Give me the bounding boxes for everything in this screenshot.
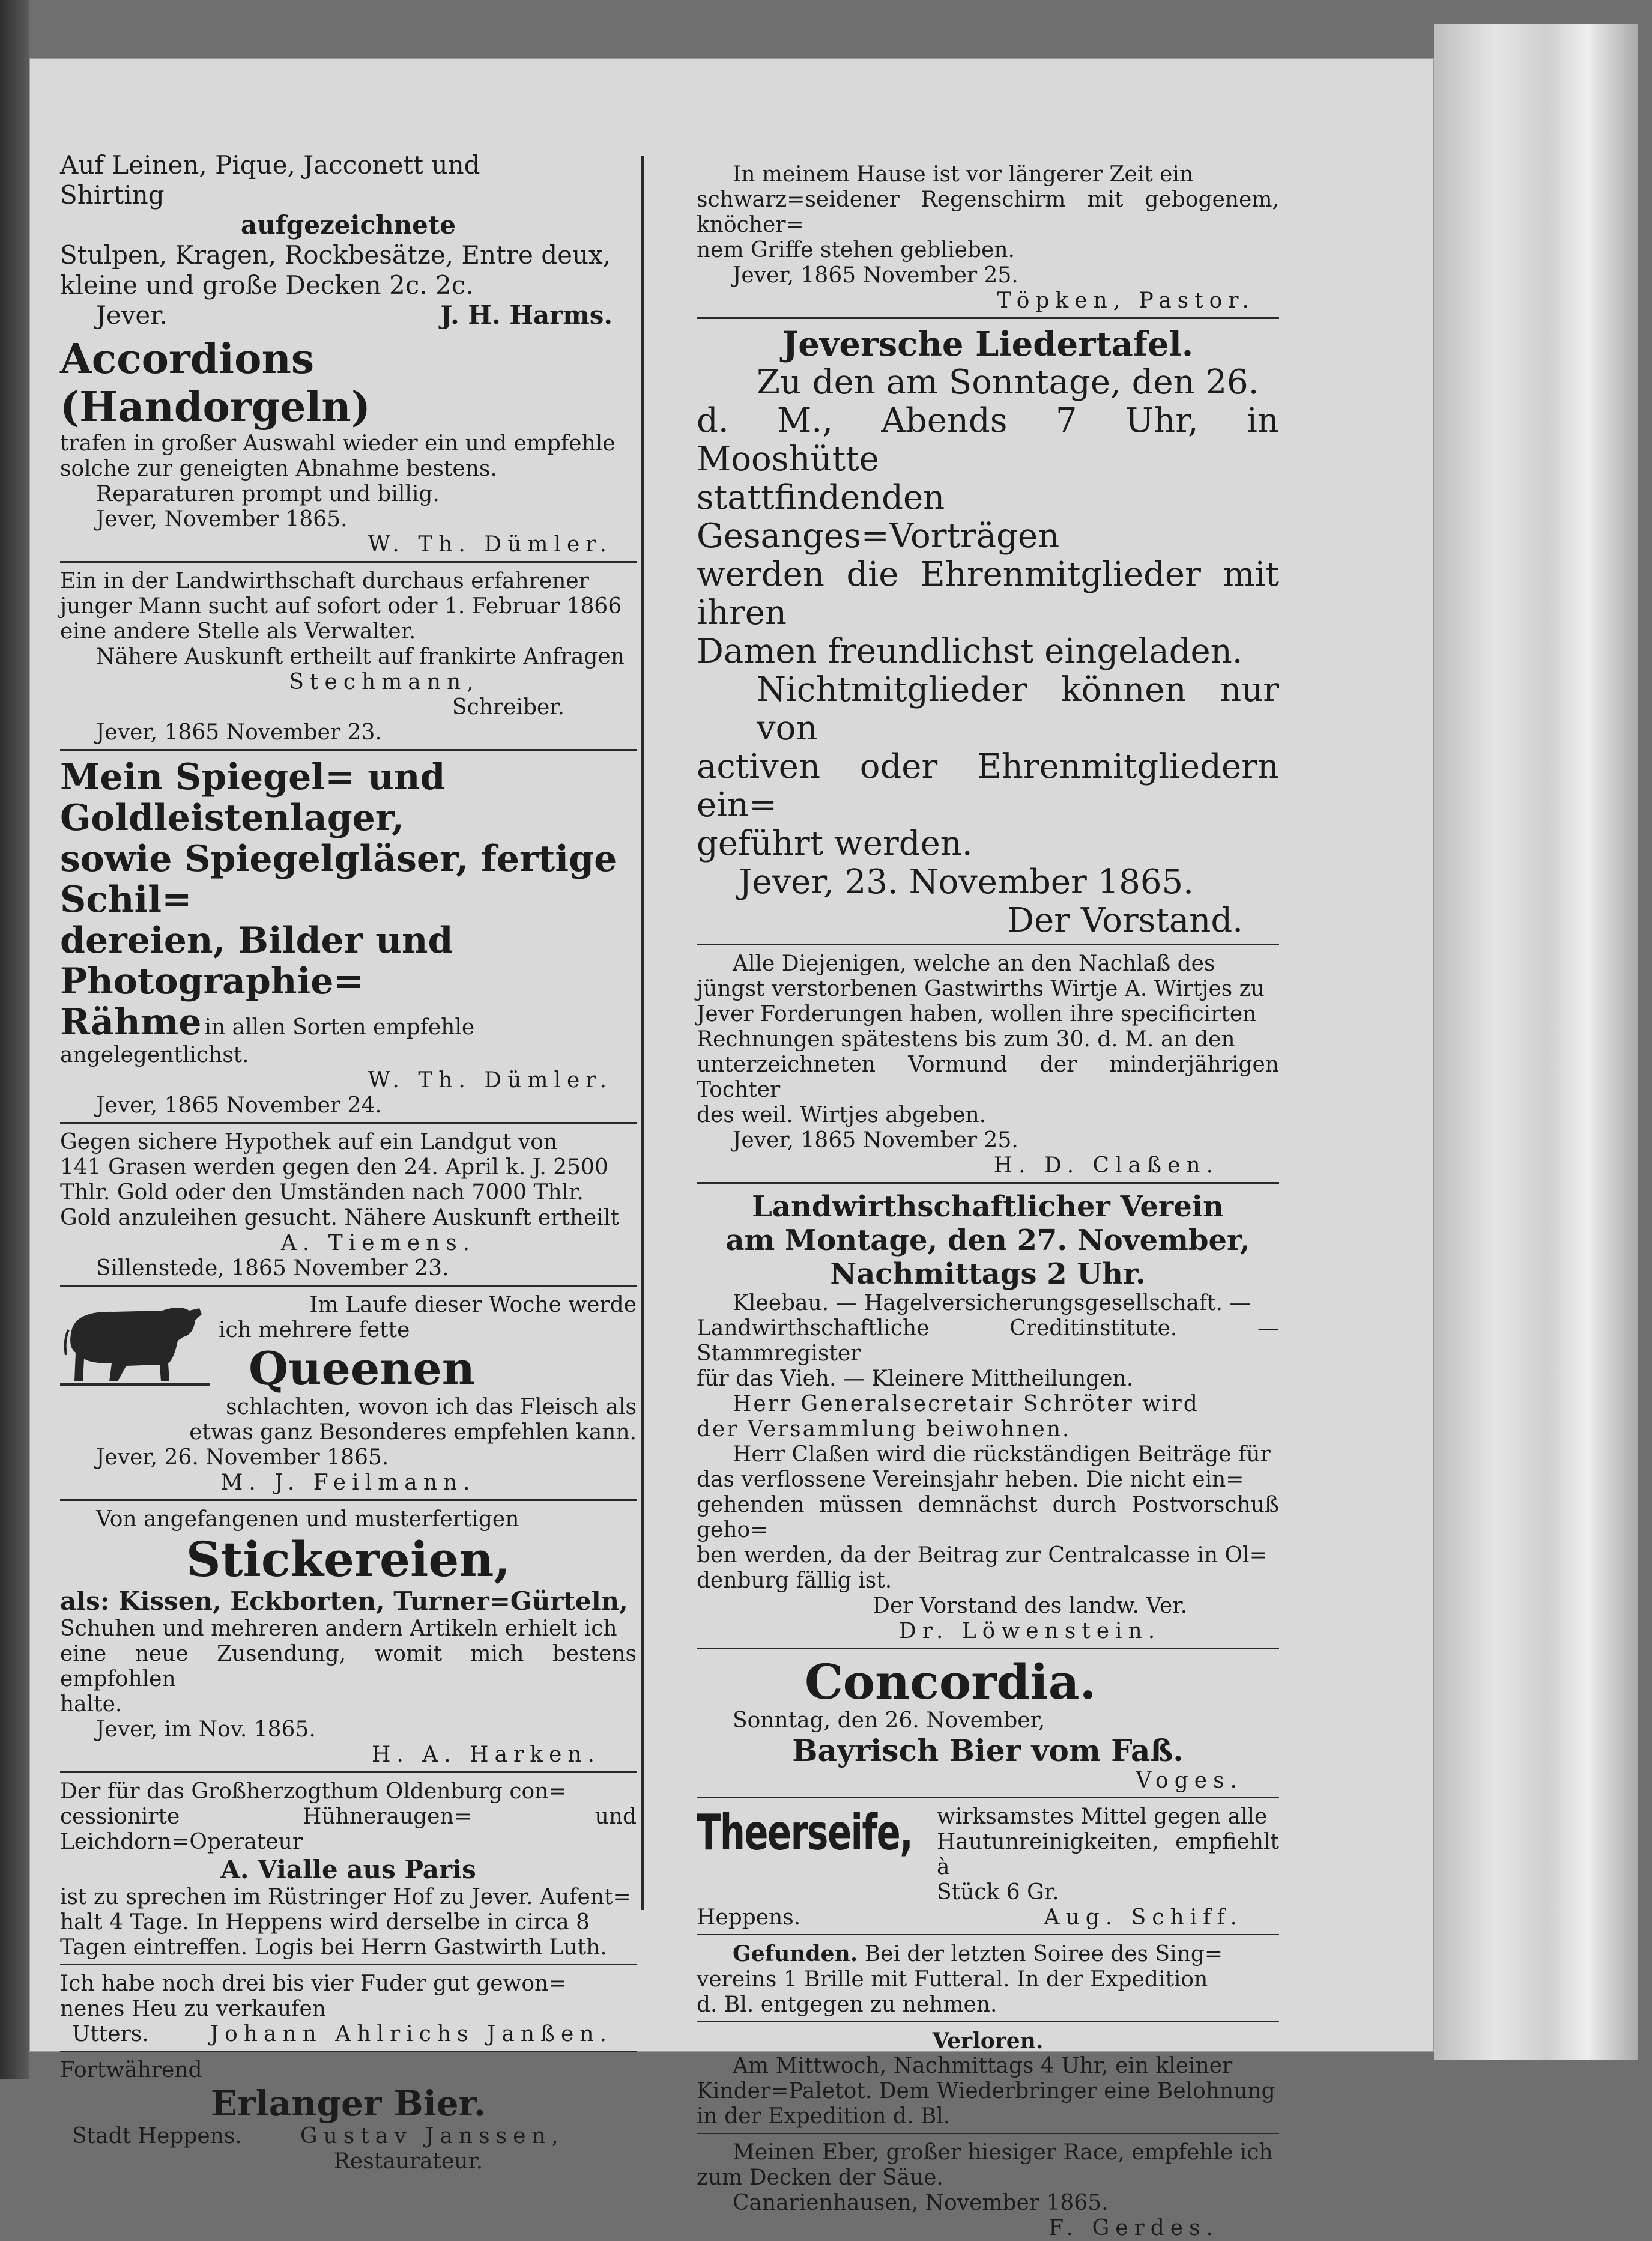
ad-signature: F. Gerdes.	[1048, 2216, 1219, 2240]
ad-text: Jever Forderungen haben, wollen ihre specificirten	[697, 1002, 1257, 1026]
ad-text: Landwirthschaftliche Creditinstitute. — Stammregister	[697, 1316, 1279, 1366]
ad-heading: Bayrisch Bier vom Faß.	[792, 1733, 1184, 1768]
ad-text: In meinem Hause ist vor längerer Zeit ein	[733, 162, 1194, 187]
ad-text: das verflossene Vereinsjahr heben. Die nicht ein=	[697, 1467, 1244, 1492]
ad-text: Bei der letzten Soiree des Sing=	[864, 1942, 1223, 1967]
ad-text: ben werden, da der Beitrag zur Centralcasse in Ol=	[697, 1543, 1268, 1568]
ad-separator	[60, 561, 637, 563]
ad-text: der Versammlung beiwohnen.	[697, 1417, 1071, 1442]
ad-place: Heppens.	[697, 1905, 801, 1930]
ad-heading: sowie Spiegelgläser, fertige Schil=	[60, 838, 617, 921]
ad-separator	[697, 2133, 1279, 2134]
column-divider	[641, 156, 644, 1910]
ad-date: Jever, 1865 November 24.	[96, 1093, 382, 1118]
ad-text: Von angefangenen und musterfertigen	[96, 1507, 519, 1532]
ad-name: A. Tiemens.	[280, 1231, 476, 1255]
ad-place: Jever.	[96, 300, 168, 330]
ad-text: zum Decken der Säue.	[697, 2165, 943, 2190]
ad-text: gehenden müssen demnächst durch Postvorschuß geho=	[697, 1493, 1279, 1542]
ad-text: in der Expedition d. Bl.	[697, 2104, 951, 2129]
ad-text: nenes Heu zu verkaufen	[60, 1997, 326, 2021]
ad-separator	[697, 317, 1279, 319]
ad-name: Stechmann,	[289, 670, 480, 694]
ad-manager-wanted	[60, 569, 637, 745]
ad-text: Kinder=Paletot. Dem Wiederbringer eine Belohnung	[697, 2079, 1275, 2103]
ad-text: activen oder Ehrenmitgliedern ein=	[697, 747, 1279, 825]
ad-text: Shirting	[60, 180, 165, 210]
ad-found	[697, 1941, 1279, 2018]
ad-place: Utters.	[72, 2022, 149, 2046]
ad-text: d. M., Abends 7 Uhr, in Mooshütte	[697, 401, 1279, 479]
ad-text: denburg fällig ist.	[697, 1568, 892, 1593]
ad-date: Canarienhausen, November 1865.	[733, 2191, 1109, 2215]
ad-text: vereins 1 Brille mit Futteral. In der Expedition	[697, 1967, 1208, 1992]
ad-heading: Concordia.	[805, 1654, 1097, 1710]
ad-heading: Mein Spiegel= und Goldleistenlager,	[60, 756, 446, 839]
ad-heading: dereien, Bilder und Photographie=	[60, 920, 453, 1002]
ad-text: schwarz=seidener Regenschirm mit gebogenem, knöcher=	[697, 187, 1279, 237]
ad-text: Nähere Auskunft ertheilt auf frankirte Anfragen	[96, 644, 625, 669]
ad-title: Schreiber.	[452, 695, 564, 720]
ad-text: stattfindenden Gesanges=Vorträgen	[697, 478, 1060, 556]
ad-text: 141 Grasen werden gegen den 24. April k. J. 2500	[60, 1155, 608, 1180]
ad-signature: Der Vorstand.	[1007, 901, 1243, 940]
ad-signature: W. Th. Dümler.	[368, 1068, 613, 1093]
ad-text: Nichtmitglieder können nur von	[757, 670, 1279, 748]
ad-text: junger Mann sucht auf sofort oder 1. Februar 1866	[60, 594, 622, 619]
ad-text: cessionirte Hühneraugen= und Leichdorn=Operateur	[60, 1804, 637, 1854]
ad-date: Jever, 1865 November 23.	[96, 720, 382, 745]
ad-text: in allen Sorten empfehle angelegentlichst.	[60, 1015, 475, 1067]
ad-text: trafen in großer Auswahl wieder ein und empfehle	[60, 431, 616, 456]
ad-heading: aufgezeichnete	[241, 210, 456, 240]
ad-accordions	[60, 335, 637, 557]
ad-text: Meinen Eber, großer hiesiger Race, empfehle ich	[733, 2140, 1273, 2165]
ad-lost	[697, 2028, 1279, 2129]
ad-text: Stulpen, Kragen, Rockbesätze, Entre deux,	[60, 240, 611, 270]
ad-estate-claims	[697, 951, 1279, 1178]
ad-signature: H. D. Claßen.	[993, 1153, 1219, 1178]
ox-illustration-icon	[60, 1293, 210, 1395]
ad-heading: Accordions (Handorgeln)	[60, 335, 371, 431]
ad-text: für das Vieh. — Kleinere Mittheilungen.	[697, 1366, 1134, 1391]
ad-signature: J. H. Harms.	[440, 300, 613, 330]
ad-title: Restaurateur.	[333, 2149, 483, 2174]
ad-text: Alle Diejenigen, welche an den Nachlaß des	[733, 951, 1215, 976]
ad-text: Am Mittwoch, Nachmittags 4 Uhr, ein kleiner	[733, 2054, 1233, 2078]
ad-erlanger-beer	[60, 2058, 637, 2174]
ad-text: Tagen eintreffen. Logis bei Herrn Gastwirth Luth.	[60, 1935, 607, 1960]
ad-separator	[60, 2051, 637, 2052]
ad-text: halt 4 Tage. In Heppens wird derselbe in circa 8	[60, 1910, 590, 1935]
ad-heading: Queenen	[249, 1342, 476, 1395]
ad-signature: Johann Ahlrichs Janßen.	[210, 2022, 613, 2046]
ad-heading: Gefunden.	[733, 1941, 858, 1967]
ad-separator	[60, 1499, 637, 1501]
ad-date: Jever, 1865 November 25.	[733, 1128, 1018, 1153]
ad-text: solche zur geneigten Abnahme bestens.	[60, 456, 497, 481]
ad-text: Zu den am Sonntage, den 26.	[757, 363, 1259, 402]
ad-text: Auf Leinen, Pique, Jacconett und	[60, 150, 480, 180]
ad-date: Jever, 23. November 1865.	[739, 863, 1194, 902]
ad-heading: Erlanger Bier.	[210, 2083, 486, 2124]
ad-place: Stadt Heppens.	[72, 2124, 242, 2149]
ad-signature: H. A. Harken.	[372, 1742, 601, 1767]
ad-text: Der für das Großherzogthum Oldenburg con=	[60, 1779, 567, 1804]
ad-text: Gold anzuleihen gesucht. Nähere Auskunft ertheilt	[60, 1205, 619, 1230]
ad-signature: W. Th. Dümler.	[368, 532, 613, 557]
ad-date: Jever, 26. November 1865.	[96, 1445, 389, 1470]
ad-separator	[60, 1285, 637, 1287]
ad-heading: A. Vialle aus Paris	[220, 1855, 476, 1884]
ad-separator	[697, 944, 1279, 945]
ad-name: Gustav Janssen,	[300, 2124, 564, 2149]
ad-text: werden die Ehrenmitglieder mit ihren	[697, 555, 1279, 632]
ad-text: Schuhen und mehreren andern Artikeln erhielt ich	[60, 1616, 617, 1641]
ad-text: halte.	[60, 1692, 123, 1717]
ad-text: des weil. Wirtjes abgeben.	[697, 1103, 987, 1127]
ad-heading: Rähme	[60, 1001, 202, 1043]
ad-concordia	[697, 1655, 1279, 1794]
ad-text: Ein in der Landwirthschaft durchaus erfahrener	[60, 569, 589, 593]
ad-mirror-store	[60, 757, 637, 1118]
ad-heading: Nachmittags 2 Uhr.	[830, 1257, 1146, 1291]
ad-signature: Töpken, Pastor.	[997, 288, 1255, 313]
ad-text: Thlr. Gold oder den Umständen nach 7000 Thlr.	[60, 1180, 584, 1205]
ad-text: eine andere Stelle als Verwalter.	[60, 619, 416, 644]
ad-text: d. Bl. entgegen zu nehmen.	[697, 1992, 997, 2017]
ad-text: Rechnungen spätestens bis zum 30. d. M. an den	[697, 1027, 1235, 1052]
ad-text: Sonntag, den 26. November,	[733, 1708, 1045, 1733]
ad-text: unterzeichneten Vormund der minderjährigen Tochter	[697, 1052, 1279, 1102]
ad-signature: M. J. Feilmann.	[220, 1470, 476, 1495]
ad-separator	[697, 1648, 1279, 1649]
ad-date: Sillenstede, 1865 November 23.	[96, 1256, 449, 1281]
ad-heading: Landwirthschaftlicher Verein	[752, 1190, 1224, 1224]
ad-text: kleine und große Decken 2c. 2c.	[60, 270, 474, 300]
ad-embroideries	[60, 1507, 637, 1768]
ad-heading: Theerseife,	[697, 1804, 913, 1861]
ad-boar	[697, 2140, 1279, 2241]
ad-text: wirksamstes Mittel gegen alle	[937, 1804, 1268, 1829]
ad-text: Reparaturen prompt und billig.	[96, 482, 440, 506]
ad-text: Fortwährend	[60, 2058, 202, 2082]
ad-text: eine neue Zusendung, womit mich bestens empfohlen	[60, 1642, 637, 1691]
ad-text: etwas ganz Besonderes empfehlen kann.	[189, 1420, 637, 1445]
ad-text: nem Griffe stehen geblieben.	[697, 238, 1015, 262]
ad-liedertafel	[697, 325, 1279, 940]
ad-agricultural-society	[697, 1190, 1279, 1644]
ad-hay	[60, 1971, 637, 2047]
ad-heading: am Montage, den 27. November,	[725, 1224, 1250, 1257]
ad-separator	[60, 1771, 637, 1773]
ad-embroidery-harms	[60, 138, 637, 330]
ad-tar-soap	[697, 1804, 1279, 1930]
ad-text: ist zu sprechen im Rüstringer Hof zu Jever. Aufent=	[60, 1885, 631, 1909]
ad-heading: Stickereien,	[186, 1531, 511, 1588]
ad-separator	[60, 749, 637, 751]
ad-text: als: Kissen, Eckborten, Turner=Gürteln,	[60, 1586, 628, 1616]
ad-heading: Jeversche Liedertafel.	[782, 324, 1194, 364]
ad-date: Jever, im Nov. 1865.	[96, 1717, 316, 1742]
ad-mortgage	[60, 1130, 637, 1281]
right-column	[697, 138, 1279, 2241]
ad-heading: Verloren.	[932, 2028, 1044, 2054]
ad-signature: Der Vorstand des landw. Ver.	[872, 1594, 1188, 1618]
ad-separator	[60, 1122, 637, 1124]
ad-text: geführt werden.	[697, 824, 973, 863]
ad-queenen	[60, 1293, 637, 1496]
ad-text: Ich habe noch drei bis vier Fuder gut gewon=	[60, 1971, 567, 1996]
ad-signature: Aug. Schiff.	[1044, 1905, 1243, 1930]
ad-separator	[697, 1797, 1279, 1798]
page-edge-stack	[1434, 24, 1638, 2060]
ad-date: Jever, 1865 November 25.	[733, 263, 1018, 288]
ad-text: Hautunreinigkeiten, empfiehlt à	[937, 1830, 1279, 1879]
ad-text: Kleebau. — Hagelversicherungsgesellschaft. —	[733, 1291, 1251, 1315]
ad-signature: Dr. Löwenstein.	[898, 1619, 1161, 1643]
ad-umbrella	[697, 138, 1279, 314]
left-column	[60, 138, 637, 2174]
ad-text: Stück 6 Gr.	[937, 1880, 1059, 1905]
ad-separator	[697, 1934, 1279, 1935]
ad-text: Damen freundlichst eingeladen.	[697, 632, 1243, 671]
ad-separator	[697, 2021, 1279, 2022]
book-spine	[0, 0, 29, 2079]
ad-separator	[60, 1964, 637, 1965]
ad-text: Im Laufe dieser Woche werde	[309, 1293, 637, 1317]
ad-text: Herr Claßen wird die rückständigen Beiträge für	[733, 1442, 1271, 1467]
ad-signature: Voges.	[1136, 1768, 1243, 1793]
ad-text: Herr Generalsecretair Schröter wird	[733, 1392, 1199, 1416]
ad-corn-operator	[60, 1779, 637, 1960]
ad-date: Jever, November 1865.	[96, 507, 348, 532]
ad-text: Gegen sichere Hypothek auf ein Landgut von	[60, 1130, 558, 1154]
ad-text: ich mehrere fette	[219, 1318, 410, 1342]
ad-text: schlachten, wovon ich das Fleisch als	[226, 1395, 637, 1419]
ad-separator	[697, 1182, 1279, 1184]
ad-text: jüngst verstorbenen Gastwirths Wirtje A. Wirtjes zu	[697, 977, 1265, 1001]
